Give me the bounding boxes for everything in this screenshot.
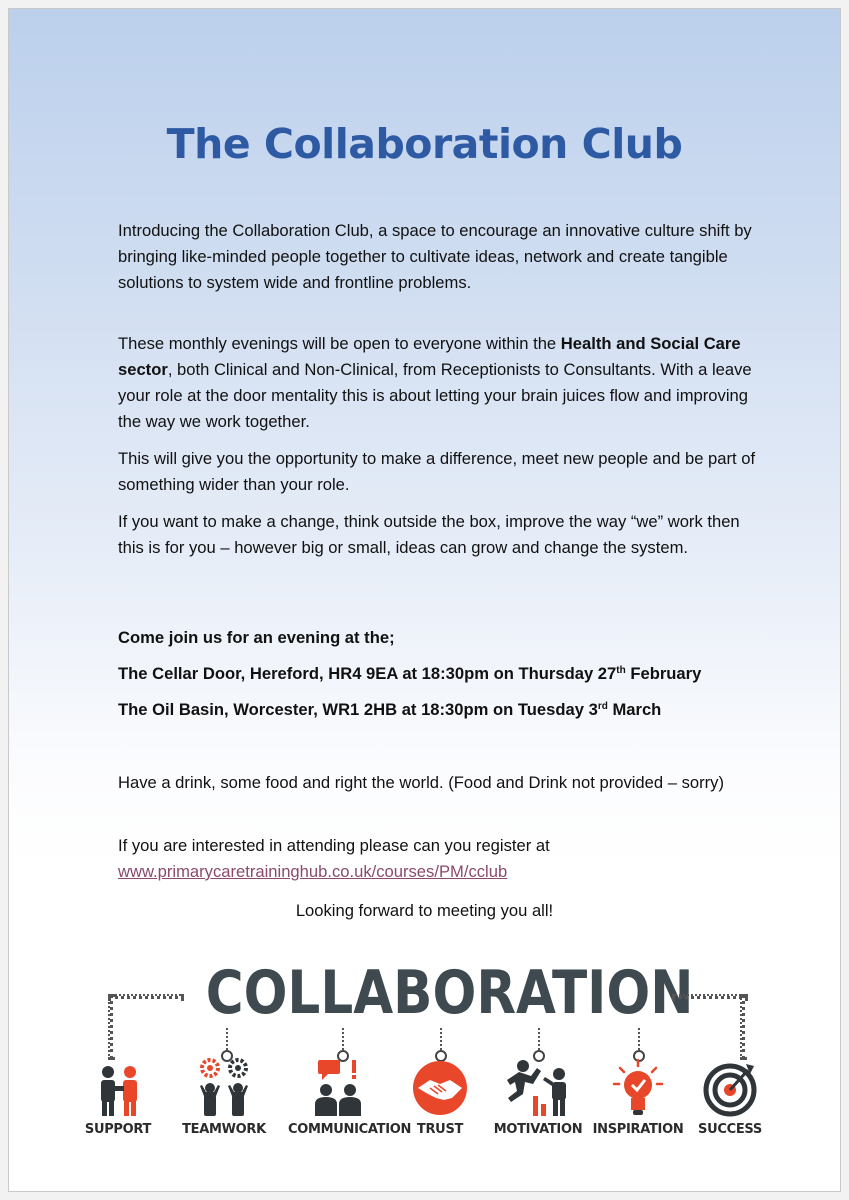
stem-trust <box>440 1028 442 1050</box>
sector-highlight: Health and Social Care sector <box>118 334 741 379</box>
opportunity-paragraph <box>118 446 758 498</box>
paragraph-1: Introducing the Collaboration Club, a space to encourage an innovative culture shift by bringing like-minded people together to cultivate ideas, network and create tangible solutions to system wide and frontline problems. <box>118 221 752 292</box>
support-label: SUPPORT <box>84 1122 152 1137</box>
motivation-item <box>488 1058 588 1137</box>
event-worcester: The Oil Basin, Worcester, WR1 2HB at 18:30pm on Tuesday 3rd March <box>118 700 662 719</box>
support-icon <box>88 1058 148 1118</box>
lightbulb-icon <box>608 1058 668 1118</box>
motivation-label: MOTIVATION <box>493 1122 583 1137</box>
trust-label: TRUST <box>416 1122 464 1137</box>
inspiration-label: INSPIRATION <box>592 1122 684 1137</box>
communication-item <box>288 1058 412 1137</box>
success-item <box>680 1058 780 1137</box>
stem-teamwork <box>226 1028 228 1050</box>
communication-label: COMMUNICATION <box>288 1122 412 1137</box>
collaboration-heading: COLLABORATION <box>205 958 694 1028</box>
teamwork-icon <box>192 1058 256 1118</box>
paragraph-2: These monthly evenings will be open to everyone within the Health and Social Care sector, both Clinical and Non-Clinical, from Receptionists to Consultants. With a leave your role at the door mentality this is about letting your brain juices flow and improving the way we work together. <box>118 334 752 431</box>
connector-right <box>672 994 748 999</box>
inspiration-item <box>588 1058 688 1137</box>
target-icon <box>700 1058 760 1118</box>
food-note: Have a drink, some food and right the world. (Food and Drink not provided – sorry) <box>118 773 724 792</box>
motivation-icon <box>503 1058 573 1118</box>
success-label: SUCCESS <box>698 1122 762 1137</box>
connector-left <box>108 994 184 999</box>
change-paragraph <box>118 509 758 561</box>
stem-motivation <box>538 1028 540 1050</box>
teamwork-item <box>174 1058 274 1137</box>
intro-paragraph <box>118 218 758 296</box>
trust-item <box>390 1058 490 1137</box>
teamwork-label: TEAMWORK <box>182 1122 266 1137</box>
support-item <box>68 1058 168 1137</box>
handshake-icon <box>408 1058 472 1118</box>
connector-right-drop <box>740 994 745 1060</box>
communication-icon <box>306 1058 370 1118</box>
event-hereford: The Cellar Door, Hereford, HR4 9EA at 18:30pm on Thursday 27th February <box>118 664 702 683</box>
stem-inspiration <box>638 1028 640 1050</box>
collaboration-icons <box>84 1058 770 1138</box>
stem-communication <box>342 1028 344 1050</box>
register-text: If you are interested in attending please can you register at <box>118 836 550 855</box>
page-title: The Collaboration Club <box>166 120 683 168</box>
paragraph-3: This will give you the opportunity to make a difference, meet new people and be part of something wider than your role. <box>118 449 756 494</box>
register-link[interactable]: www.primarycaretraininghub.co.uk/courses/PM/cclub <box>118 862 508 881</box>
closing-text: Looking forward to meeting you all! <box>295 901 554 920</box>
register-link-wrap <box>118 859 758 885</box>
paragraph-4: If you want to make a change, think outside the box, improve the way “we” work then this is for you – however big or small, ideas can grow and change the system. <box>118 512 740 557</box>
events-intro: Come join us for an evening at the; <box>118 628 395 647</box>
connector-left-drop <box>108 994 113 1060</box>
audience-paragraph <box>118 331 758 435</box>
